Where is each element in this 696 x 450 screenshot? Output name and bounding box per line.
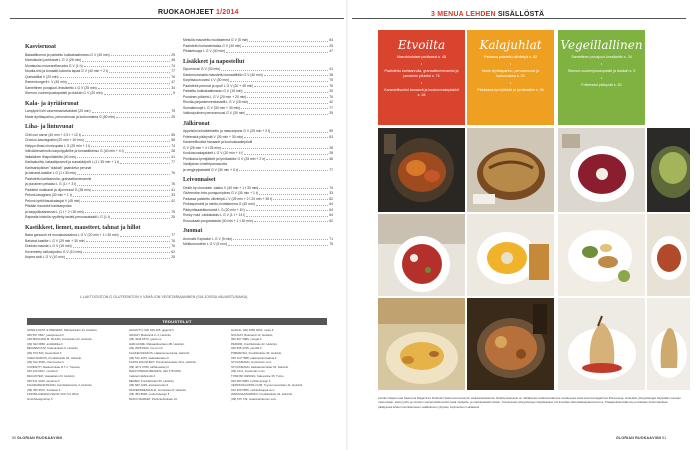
leader-dots xyxy=(226,49,328,53)
contact-column xyxy=(129,328,225,402)
contact-line: MODERNDESIGN.FI, Annankatu 8, Helsinki, xyxy=(129,387,187,392)
recipe-name: Karamellisoidut banaanit ja kookoskaakepliotit xyxy=(183,140,253,144)
leader-dots xyxy=(98,86,171,90)
recipe-name: Sherom-vuohenjuustopaistit ja dukkah G V (20 min) xyxy=(25,91,103,95)
recipe-name: Dipommusi G V (30 min) xyxy=(183,67,221,71)
recipe-name: Marrokkolei porkkanat L G V (25 min) xyxy=(25,58,82,62)
leader-dots xyxy=(244,151,328,155)
leader-dots xyxy=(228,242,328,246)
index-entry xyxy=(183,168,333,174)
recipe-name: Italialainen lihapullakeitto (40 min) xyxy=(25,154,77,159)
recipe-name: Paahdetut perunat ja oput! L G V (20 + 45 min) xyxy=(183,83,254,88)
leader-dots xyxy=(68,80,171,84)
leader-dots xyxy=(77,155,170,159)
page-number: 34 xyxy=(171,85,175,90)
leader-dots xyxy=(60,75,171,79)
food-photo-icon xyxy=(467,128,554,212)
menu-title: Etvoilta xyxy=(397,38,446,52)
recipe-name: Appelsiini-inkiväärikeitto ja mascarpone G V (25 min + 2 t) xyxy=(183,129,271,133)
header-title-text: RUOKAOHJEET xyxy=(158,9,214,16)
recipe-name: Dukkah-mauste L G V (15 min) xyxy=(25,244,72,248)
page-number: 76 xyxy=(329,94,333,99)
leader-dots xyxy=(244,89,329,93)
index-section-title: Kala- ja äyriäisruoat xyxy=(25,100,79,107)
leader-dots xyxy=(77,171,170,175)
leader-dots xyxy=(111,53,171,57)
leader-dots xyxy=(85,210,170,214)
recipe-name: Paahdettu karitsanrulla, granaattiomenamisi xyxy=(25,176,92,181)
folio-page-number: 50 xyxy=(12,436,16,440)
leader-dots xyxy=(104,91,172,95)
food-photo-icon xyxy=(378,298,465,390)
menu-separator: • xyxy=(509,80,512,85)
recipe-name: Punainen pikkelsi L G V (20 min + 20 min) xyxy=(183,94,247,99)
page-number: 41 xyxy=(171,187,175,192)
leader-dots xyxy=(222,146,328,150)
recipe-name: Aromatic Expiation L G V (5 min) xyxy=(183,236,233,241)
index-section-title: Kasvisruoat xyxy=(25,44,57,50)
page-number: 77 xyxy=(171,160,175,164)
menu-separator: • xyxy=(420,61,423,66)
recipe-name: Baba ganoush eli munakoisotahna L G V (20 min + 1 t 30 min) xyxy=(25,233,119,237)
page-number: 76 xyxy=(171,238,175,243)
contact-line: 050 367 3980, nougat.fi xyxy=(231,337,262,342)
recipe-name: Muotia-riisi ja tomaatti-kulomia tapaa G V (40 min + 2 t) xyxy=(25,69,109,73)
right-folio xyxy=(616,436,666,440)
contact-line: 040 120 0627, confetti.fi xyxy=(27,369,58,374)
leader-dots xyxy=(233,237,328,241)
page-number: 71 xyxy=(329,236,333,241)
menu-separator: • xyxy=(600,61,603,66)
food-photo-icon xyxy=(647,128,690,212)
contact-line: ANTIIKKILIIKE M. MUURI, Annankatu 22, Helsinki, xyxy=(27,337,93,342)
index-section-title: Kastikkeet, liemet, maustteet, tahnat ja hillot xyxy=(25,224,141,231)
menu-item: Padassa paistettu oliivileipä s. 62 xyxy=(484,55,537,59)
contact-column xyxy=(27,328,123,402)
header-title-text: 3 MENUA LEHDEN xyxy=(431,11,498,18)
recipe-name: Bataattikorma ja paistettu kukkakaalimarsu G V (45 min) xyxy=(25,52,110,57)
contact-line: (09) 454 8938, moderndesign.fi xyxy=(129,392,170,397)
food-photo-icon xyxy=(647,298,690,390)
contact-line: PERO84, Fredrikinkatu 22, Helsinki, xyxy=(231,341,278,346)
recipe-name: Nopea aioli L G V (10 min) xyxy=(25,255,65,259)
leader-dots xyxy=(120,233,171,237)
page-number: 76 xyxy=(171,74,175,79)
page-number: 64 xyxy=(329,207,333,212)
leader-dots xyxy=(254,219,328,223)
leader-dots xyxy=(125,149,171,153)
menu-separator: • xyxy=(600,75,603,80)
contact-line: MOKO MARKET, Perämiehenkatu 10, xyxy=(129,396,178,401)
leader-dots xyxy=(259,186,328,190)
index-entry xyxy=(25,91,175,97)
recipe-name: Karitsankylkiset "dukkah" paahdetut perunat xyxy=(25,165,92,170)
recipe-name: Made äyriäisparinu, perunamuusi ja kurkumakea G (50 min) xyxy=(25,114,116,119)
leader-dots xyxy=(83,250,170,254)
leader-dots xyxy=(254,84,328,88)
recipe-name: Padassa paistettu oliivileipä L V (25 min + 2 t 20 min + 35 t) xyxy=(183,196,273,201)
contact-title: TEDUSTELUT xyxy=(27,318,327,325)
page-number: 41 xyxy=(329,67,333,71)
page-number: 45 xyxy=(171,58,175,62)
contact-line: TONFISK DESIGN, Kalevantie 35, Turku, xyxy=(231,373,285,378)
page-number: 25 xyxy=(171,215,175,219)
leader-dots xyxy=(241,106,328,110)
page-number: 62 xyxy=(329,218,333,223)
recipe-name: Ramenburgerit L V (45 min) xyxy=(25,80,67,84)
contact-line: CONFETTI, Maskerinkatu R.T.1, Tuusula, xyxy=(27,364,81,369)
page-number: 75 xyxy=(329,242,333,246)
contact-line: MAISTOMAMA BRANDS, 020 178 0250, xyxy=(129,369,182,374)
menu-item: Marrokkolaiset porkkanat s. 45 xyxy=(397,55,446,59)
leader-dots xyxy=(73,193,170,197)
leader-dots xyxy=(86,239,170,243)
page-number: 77 xyxy=(329,167,333,172)
menu-separator: • xyxy=(420,80,423,85)
page-number: 74 xyxy=(171,63,175,68)
contact-line: H&M HOME, Mekaanikonkatu 4B, Helsinki, xyxy=(129,341,185,346)
leader-dots xyxy=(109,69,170,73)
food-photo-icon xyxy=(558,214,645,296)
page-number: 74 xyxy=(329,185,333,190)
page-number: 47 xyxy=(329,49,333,53)
contact-line: FIGARAFENSTRÄND, Aurinkalaivontie 3, Helsinki, xyxy=(27,383,93,388)
recipe-name: Chorizo-kasvisgratini (20 min + 40 min) xyxy=(25,138,84,142)
contact-line: BEAVERCATZ, Kalevankatu 6, Helsinki, xyxy=(27,346,79,351)
index-entry xyxy=(183,49,333,55)
recipe-name: Pinkaspersetti ja minttu-ricottakerma G (40 min) xyxy=(183,202,255,206)
recipe-name: Ruusukaali-porgrankasta (30 min + 1 t 30 min) xyxy=(183,218,253,223)
folio-page-number: 51 xyxy=(662,436,667,440)
page-number: 77 xyxy=(171,233,175,237)
page-number: 76 xyxy=(171,244,175,248)
page-number: 42 xyxy=(329,100,333,104)
contact-line: WARANAATARINKO, Fredrikinkatu 32, Helsinki, xyxy=(231,392,293,397)
contact-line: DECANTER, Vaasaikatu 24, Helsinki, xyxy=(27,373,76,378)
menu-column-2 xyxy=(467,30,554,125)
contact-line: (09) 622 0860, antiikkiliike.fi xyxy=(27,341,63,346)
contact-line: STOCKMANN, Aleksanterinkatu 52, Helsinki, xyxy=(231,364,289,369)
recipe-name: Helppo lihasi-chorizopata L G (25 min + 1 t) xyxy=(25,143,91,148)
index-entry xyxy=(25,215,175,221)
food-photo-icon xyxy=(378,214,465,296)
recipe-name: Kevenneity valkosipulivo G V (10 min) xyxy=(25,249,83,254)
page-number: 42 xyxy=(171,198,175,203)
contact-line: (09) 4271 6789, kaffaroastery.fi xyxy=(129,364,169,369)
recipe-name: Sumakkioopit L G V (30 min + 30 min) xyxy=(183,105,241,110)
page-number: 47 xyxy=(171,80,175,84)
leader-dots xyxy=(82,133,170,137)
recipe-name: Samettinen punajuuri-linssikeitto L G V (25 min) xyxy=(25,85,97,90)
folio-brand: GLORIAN RUOKA&VIINI xyxy=(616,436,662,440)
recipe-name: Inkiväärimarinoitu karpolppärilke ja tomaattikimsu G (40 min + 4 t) xyxy=(25,149,124,153)
left-header-title xyxy=(158,9,239,16)
page-number: 64 xyxy=(329,213,333,217)
contact-line: (09) 675 742, waaranariaroom.com xyxy=(231,396,277,401)
page-number: 63 xyxy=(329,134,333,139)
leader-dots xyxy=(264,73,329,77)
recipe-name: Rocky road -rakkakakku L G V (1 t + 14 t) xyxy=(183,213,246,217)
recipe-name: Pekoni-lasagnesi (30 min + 1 t) xyxy=(25,193,72,197)
index-section-title: Liha- ja lintuvuoat xyxy=(25,124,74,130)
recipe-name: Quesadillat V (20 min) xyxy=(25,74,59,79)
index-entry xyxy=(183,219,333,225)
leader-dots xyxy=(73,244,171,248)
contact-line: (09) 512 3470, kaakelikeskus.fi xyxy=(129,355,169,360)
leader-dots xyxy=(92,188,170,192)
page-number: 59 xyxy=(329,129,333,133)
recipe-name: Munakoiso-mozzarellavuoka G V (1 h) xyxy=(25,63,83,68)
index-section-title: Jälkiruoat xyxy=(183,120,210,127)
leader-dots xyxy=(116,115,170,119)
page-number: 28 xyxy=(329,145,333,150)
contact-line: (09) 1211, stockmann.com xyxy=(231,369,266,374)
leader-dots xyxy=(82,58,170,62)
contact-column xyxy=(231,328,327,402)
page-number: 25 xyxy=(171,114,175,119)
header-title-issue: 1/2014 xyxy=(213,9,239,16)
index-section-title: Lisäkkeet ja napostellut xyxy=(183,58,245,65)
leader-dots xyxy=(111,215,170,219)
page-number: 77 xyxy=(329,105,333,110)
leader-dots xyxy=(247,95,328,99)
food-photo-icon xyxy=(378,128,465,212)
right-page xyxy=(348,0,696,450)
recipe-name: Paistettu kukkakaalimarsu G V (15 min) xyxy=(183,89,243,93)
page-number: 41 xyxy=(171,154,175,159)
leader-dots xyxy=(77,182,170,186)
page-number: 64 xyxy=(329,38,333,42)
leader-dots xyxy=(249,38,328,42)
page-number: 64 xyxy=(329,202,333,206)
page-number: 62 xyxy=(329,196,333,201)
page-number: 76 xyxy=(171,182,175,186)
recipe-index-column-a xyxy=(25,38,175,261)
recipe-name: Paahdettu korianterisalsa G V (30 min) xyxy=(183,43,242,48)
recipe-name: Death by chocolate -kakku V (40 min + 1 t 30 min) xyxy=(183,185,259,190)
contact-line: 050 567 0847, pastpresent.fi xyxy=(27,332,64,337)
menu-title: Vegeillallinen xyxy=(560,38,643,52)
recipe-name: Lampipiiri lohi vasemmanlaivakkeit (25 min) xyxy=(25,109,91,113)
contact-line: GRANIT, Bulevardi 2–4, Helsinki, xyxy=(129,332,172,337)
contact-line: PIMMAKSIA, Fredrikinkatu 46, Helsinki, xyxy=(231,350,282,355)
leader-dots xyxy=(271,129,328,133)
page-number: 76 xyxy=(329,83,333,88)
leader-dots xyxy=(92,109,171,113)
contact-line: (09) 660 1239, asukasmeder.fi xyxy=(129,383,169,388)
recipe-name: ja baharat-kastike L G (1 t 30 min) xyxy=(25,171,77,175)
page-number: 55 xyxy=(171,132,175,137)
page-number: 76 xyxy=(171,171,175,175)
menu-column-1 xyxy=(378,30,465,125)
recipe-name: Vaniljainen kinelfripannacotta xyxy=(183,162,227,166)
food-photo-icon xyxy=(467,214,554,296)
recipe-name: Pikaketsuppi L G V (40 min) xyxy=(183,49,226,53)
contact-line: maistermakbrands.fi xyxy=(129,373,156,378)
leader-dots xyxy=(230,78,328,82)
menu-item: Samettinen punajuuri-linssikeitto s. 34 xyxy=(571,55,632,59)
index-entry xyxy=(25,115,175,121)
contact-line: KAFFA ROASTERY, Pursimiehenkatu 29 A, Helsinki, xyxy=(129,360,197,365)
page-number: 33 xyxy=(171,193,175,197)
recipe-name: Karitsakoitta, bataattipusezit ja sumakkirjoitt L (1 t 35 min + 1 t) xyxy=(25,160,120,164)
recipe-name: Pinhkiana-tyrmijälkeit ja tyrnikastike G V (25 min + 2 h) xyxy=(183,156,266,161)
recipe-name: ja karppikkaisneussi L (1 t + 2 t 30 min) xyxy=(25,209,84,214)
recipe-name: Gluteeniton feta-punajuuripiiras G V (30 min + 1 t) xyxy=(183,191,258,195)
menu-item: Pinhkiana-tyrmijäkkeli ja tyrnikastike s. 46 xyxy=(477,88,544,92)
recipe-name: Minttusmoothie L G V (5 min) xyxy=(183,242,227,246)
right-header-rule xyxy=(352,18,686,19)
recipe-name: Ricotta-pinjansiemenkastatit L G V (15 min) xyxy=(183,100,249,104)
leader-dots xyxy=(273,197,328,201)
contact-line: 045 123 7588, palleinpirimmaksia.fi xyxy=(231,355,277,360)
recipe-name: Kurpitsacurcovasi L V (30 min) xyxy=(183,78,230,82)
recipe-name: Rapealla kinkulla ryydfetty tasteli-perunasalaatti L G (1 t) xyxy=(25,215,110,219)
page-number: 25 xyxy=(329,89,333,93)
menu-title: Kalajuhlat xyxy=(479,38,542,52)
food-photo-icon xyxy=(558,128,645,212)
recipe-name: ja punainen pelaaso L G (1 t + 3 t) xyxy=(25,182,77,186)
index-entry xyxy=(183,111,333,117)
contact-line: STOCKMANN, stockmann.com xyxy=(231,360,272,365)
leader-dots xyxy=(249,100,328,104)
left-folio xyxy=(12,436,62,440)
contact-line: 050 541 3346, decanter.fi xyxy=(27,378,60,383)
contact-line: NOUGAT, Bulevardi 13, Helsinki, xyxy=(231,332,274,337)
left-page xyxy=(0,0,346,450)
contact-line: GIGANTTI, 020 325 325, gigantti.fi xyxy=(129,328,174,332)
right-header-title xyxy=(431,11,544,18)
leader-dots xyxy=(242,44,328,48)
contact-line: 040 484 5983, tonfisk-design.fi xyxy=(231,378,271,383)
leader-dots xyxy=(246,111,328,115)
contact-line: CHEZ MARIUS, Fredrikinkatu 26, Helsinki, xyxy=(27,355,82,360)
page-number: 28 xyxy=(329,151,333,155)
diet-legend: L LAKTOOSITON G GLUTEENITON V VÄHÄ-/ON VEGETARIAANINEN (SULJOISSA VALMISTUSAIKA) xyxy=(80,295,248,299)
index-entry xyxy=(25,255,175,261)
recipe-name: G V (25 min + 4 t 25 min) xyxy=(183,145,221,150)
page-number: 33 xyxy=(329,191,333,195)
contact-line: finnishdesignshop.fi xyxy=(27,396,53,401)
menu-item: Karamellisoidut banaanit ja kookosmakeplakkit s. 28 xyxy=(384,88,459,97)
recipe-name: Chili con carne (40 min + 2,5 t + 12 t) xyxy=(25,132,81,137)
leader-dots xyxy=(266,157,328,161)
contact-line: KAAKELIKESKUS, Hakaniemenranta, Helsinki, xyxy=(129,350,190,355)
index-entry xyxy=(183,242,333,248)
recipe-name: Paistetut makkarat ja dijonmuusi G (35 min) xyxy=(25,187,91,192)
menu-column-3 xyxy=(558,30,645,125)
page-number: 75 xyxy=(329,78,333,82)
recipe-name: Pitkään haudutut karitsanpotkа xyxy=(25,204,72,208)
contact-line: (09) 4346 0670, granit.se xyxy=(129,337,162,342)
menu-separator: • xyxy=(509,61,512,66)
leader-dots xyxy=(246,208,329,212)
page-number: 25 xyxy=(329,111,333,115)
page-number: 25 xyxy=(171,255,175,259)
page-number: 75 xyxy=(171,109,175,113)
menu-item: Friteeratut päärynät s. 63 xyxy=(581,83,622,87)
header-title-suffix: SISÄLLÖSTÄ xyxy=(497,11,545,18)
page-number: 62 xyxy=(171,249,175,254)
page-number: 58 xyxy=(171,138,175,142)
leader-dots xyxy=(85,138,170,142)
contact-line: (09) 673 520, beaverkatz.fi xyxy=(27,350,62,355)
page-number: 28 xyxy=(329,72,333,77)
menu-item: Made äyriäisparinu, perunamuusi ja kurkumakea s. 25 xyxy=(482,69,539,78)
food-photo-icon xyxy=(558,298,645,390)
contact-line: ANNE'S PAST & PRESENT, Marianinkatu 13, Helsinki, xyxy=(27,328,98,332)
page-number: 75 xyxy=(171,209,175,214)
page-number: 25 xyxy=(171,52,175,57)
menu-item: Paahdettu karitsanrulla, granaattiomenamisi ja punainen pikkelsi s. 76 xyxy=(384,69,459,78)
leader-dots xyxy=(259,191,328,195)
contact-line: Helsinki, (09) 4050 4600, moko.fi xyxy=(231,328,274,332)
recipe-index-column-b xyxy=(183,38,333,248)
menu-item: Sherom-vuohenjuustopaistit ja dukkah s. 5 xyxy=(567,69,636,73)
index-section-title: Juomat xyxy=(183,228,203,234)
contact-line: VERKKOKAUPPA.COM, Tyynenmerenkatu 11, Helsinki, xyxy=(231,383,303,388)
index-section-title: Leivonnaiset xyxy=(183,177,216,183)
recipe-name: Kardemummalla maustettu tomaattihillo G V (40 min) xyxy=(183,72,263,77)
recipe-name: Valkosipulinen perunamuusi G V (30 min) xyxy=(183,111,246,115)
recipe-name: ja vergjepipaistetti G V (30 min + 5 t) xyxy=(183,167,238,172)
leader-dots xyxy=(256,202,328,206)
recipe-name: Pekoni-tyrttiöhauskalanjat V (45 min) xyxy=(25,198,81,203)
page-number: 74 xyxy=(171,143,175,148)
recipe-name: Päärynäsaakittunkarsit L G (20 min + 8 t) xyxy=(183,207,245,212)
folio-brand: GLORIAN RUOKA&VIINI xyxy=(17,436,63,440)
leader-dots xyxy=(244,135,328,139)
contact-line: (09) 612 3630, chezmarius.fi xyxy=(27,360,64,365)
recipe-name: Baharat-kastike L G V (25 min + 30 min) xyxy=(25,238,86,243)
leader-dots xyxy=(246,213,328,217)
leader-dots xyxy=(84,64,171,68)
privacy-caption: Lehden lisäpot ovat Saanoma Magazines Finlandin Saanoma konsernin asukasrekisterissä. Rekisteriselosste on nähtävissä verkkosivuilamme osoitteessa www.sanomamagazines.fi/tietosuoja, etsiteidän yhteystietojasi käytetään suoraan mainontaan, etämyyntiin ja muuhun suoramarkkinointiin sekä mielipide- ja markkinatutkimuksiin. Toivotessasi yhteystietojen käyttökieltoa voit ilmoittaa siitä asiakaspalveluumme. Tilaajarekisteristämme poistetaan tiedot tilauksen päättyessä lehden toimittamiseen osallistuvien yritysten sopimusten mukaisesti. xyxy=(378,396,681,409)
leader-dots xyxy=(81,199,170,203)
food-photo-icon xyxy=(647,214,690,296)
contact-box xyxy=(27,318,327,434)
leader-dots xyxy=(66,255,170,259)
contact-line: FINNISH DESIGN SHOP, 020 741 2510, xyxy=(27,392,80,397)
recipe-name: Mintulla maustettu ricottakerma G V (5 min) xyxy=(183,38,249,42)
contact-line: MEDER, Fredrikinkatu 55, Helsinki, xyxy=(129,378,175,383)
contact-line: 010 309 5555, verkkokauppa.com xyxy=(231,387,275,392)
page-number: 46 xyxy=(329,156,333,161)
leader-dots xyxy=(91,144,170,148)
contact-line: (09) 2528 8100, hm.com.fi xyxy=(129,346,163,351)
page-number: 77 xyxy=(171,69,175,73)
page-number: 28 xyxy=(171,149,175,153)
recipe-name: Kookoscuakajakkeit L G V (20 min + 4 t) xyxy=(183,151,244,155)
leader-dots xyxy=(221,67,328,71)
food-photo-icon xyxy=(467,298,554,390)
page-number: 25 xyxy=(329,43,333,48)
contact-columns xyxy=(27,328,327,402)
contact-line: (09) 350 9670, finnlaiset.fi xyxy=(27,387,61,392)
page-number: 5 xyxy=(173,91,175,95)
left-header-rule xyxy=(10,18,344,19)
contact-line: 040 555 3795, pero84.fi xyxy=(231,346,262,351)
leader-dots xyxy=(239,168,328,172)
recipe-name: Friteeratut päärynät V (30 min + 30 min) xyxy=(183,134,244,139)
leader-dots xyxy=(120,160,170,164)
